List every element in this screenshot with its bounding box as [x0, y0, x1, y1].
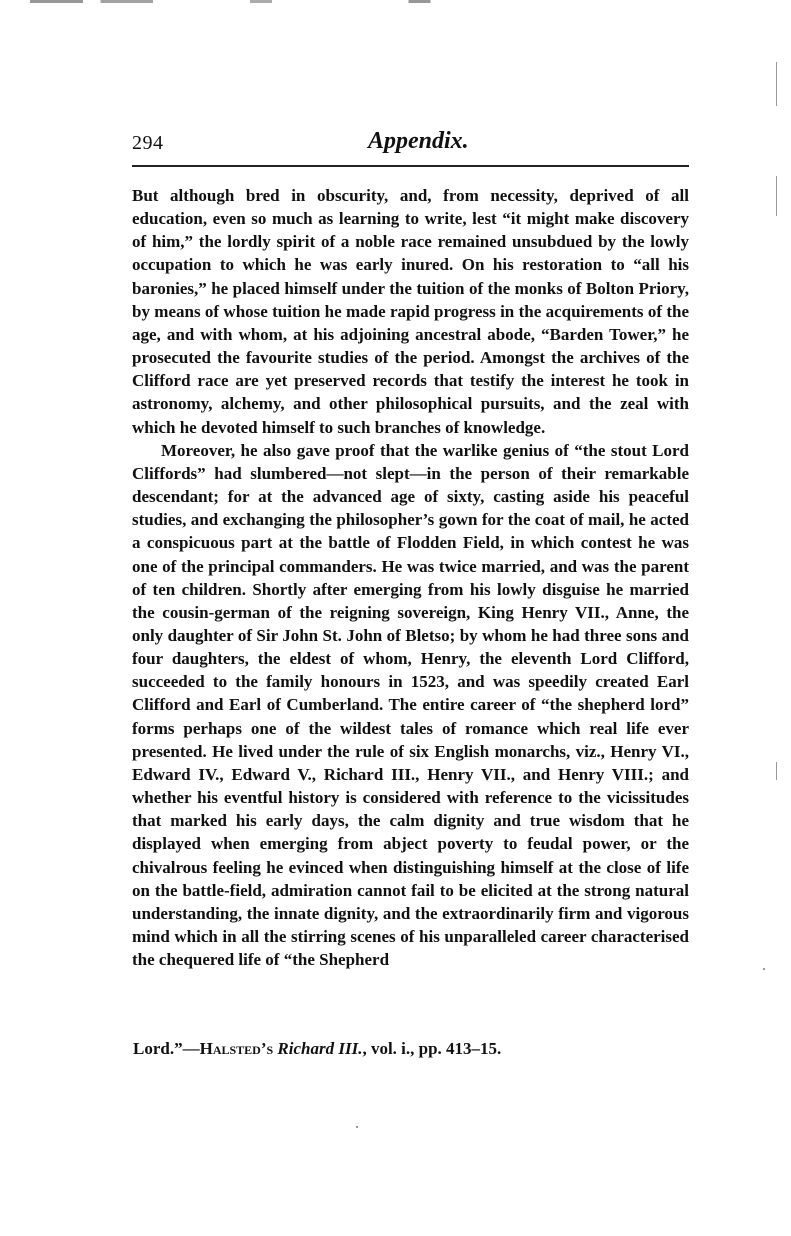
body-text — [132, 184, 689, 971]
scan-margin-mark — [776, 176, 777, 216]
citation-line — [133, 1037, 501, 1060]
scan-speck — [763, 968, 765, 970]
running-head: Appendix. — [368, 128, 469, 154]
paragraph: Moreover, he also gave proof that the warlike genius of “the stout Lord Cliffords” had slumbered—not slept—in the person of their remarkable descendant; for at the advanced age of sixty, casting aside his peaceful studies, and exchanging the philosopher’s gown for the coat of mail, he acted a conspicuous part at the battle of Flodden Field, in which contest he was one of the principal commanders. He was twice married, and was the parent of ten children. Shortly after emerging from his lowly disguise he married the cousin-german of the reigning sovereign, King Henry VII., Anne, the only daughter of Sir John St. John of Bletso; by whom he had three sons and four daughters, the eldest of whom, Henry, the eleventh Lord Clifford, succeeded to the family honours in 1523, and was speedily created Earl Clifford and Earl of Cumberland. The entire career of “the shepherd lord” forms perhaps one of the wildest tales of romance which real life ever presented. He lived under the rule of six English monarchs, viz., Henry VI., Edward IV., Edward V., Richard III., Henry VII., and Henry VIII.; and whether his eventful history is considered with reference to the vicissitudes that marked his early days, the calm dignity and true wisdom that he displayed when emerging from abject poverty to feudal power, or the chivalrous feeling he evinced when distinguishing himself at the close of life on the battle-field, admiration cannot fail to be elicited at the strong natural understanding, the innate dignity, and the extraordinarily firm and vigorous mind which in all the stirring scenes of his unparalleled career characterised the chequered life of “the Shepherd — [132, 440, 689, 970]
citation-author: Halsted’s — [199, 1039, 274, 1058]
page-header — [132, 128, 689, 158]
page-number: 294 — [132, 132, 164, 154]
scan-edge-artifact — [30, 0, 470, 3]
citation-lead: Lord.”— — [133, 1039, 200, 1058]
header-rule — [132, 165, 689, 167]
scan-speck — [356, 1126, 358, 1128]
scan-margin-mark — [776, 62, 777, 106]
citation-details: , vol. i., pp. 413–15. — [362, 1039, 502, 1058]
paragraph: But although bred in obscurity, and, from necessity, deprived of all education, even so much as learning to write, lest “it might make discovery of him,” the lordly spirit of a noble race remained unsubdued by the lowly occupation to which he was early inured. On his restoration to “all his baronies,” he placed himself under the tuition of the monks of Bolton Priory, by means of whose tuition he made rapid progress in the acquirements of the age, and with whom, at his adjoining ancestral abode, “Barden Tower,” he prosecuted the favourite studies of the period. Amongst the archives of the Clifford race are yet preserved records that testify the interest he took in astronomy, alchemy, and other philosophical pursuits, and the zeal with which he devoted himself to such branches of knowledge. — [132, 186, 689, 437]
citation-title: Richard III. — [277, 1039, 363, 1058]
scan-margin-mark — [776, 762, 777, 780]
